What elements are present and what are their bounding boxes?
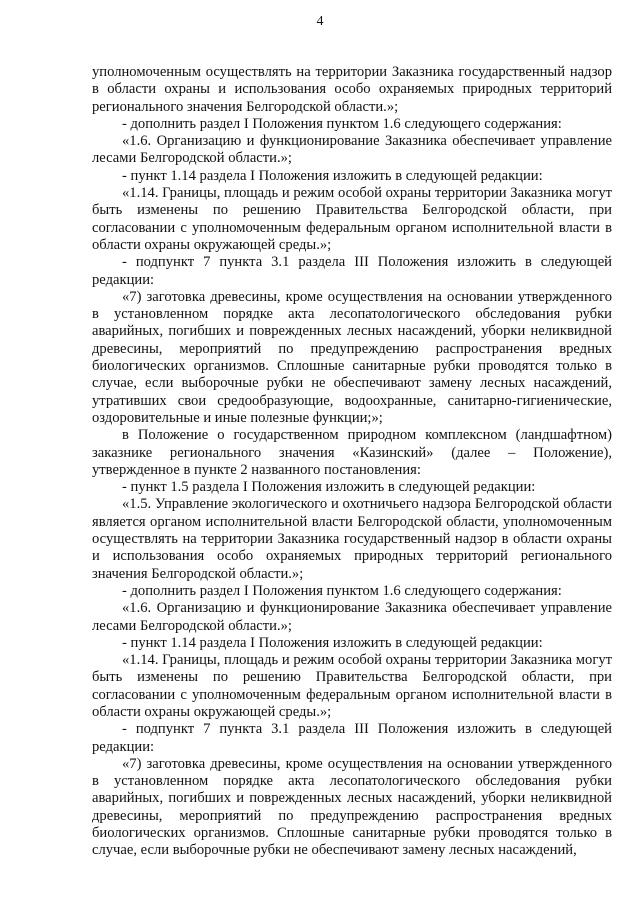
paragraph: - дополнить раздел I Положения пунктом 1.6 следующего содержания: — [122, 582, 562, 599]
paragraph: - подпункт 7 пункта 3.1 раздела III Положения изложить в следующей редакции: — [92, 254, 612, 288]
paragraph: - подпункт 7 пункта 3.1 раздела III Положения изложить в следующей редакции: — [92, 721, 612, 755]
paragraph: в Положение о государственном природном комплексном (ландшафтном) заказнике регионального значения «Казинский» (далее – Положение), утвержденное в пункте 2 названного постановления: — [92, 427, 612, 478]
page-number: 4 — [316, 14, 324, 29]
paragraph: «7) заготовка древесины, кроме осуществления на основании утвержденного в установленном порядке акта лесопатологического обследования рубки аварийных, погибших и поврежденных лесных насаждений, уборки неликвидной древесины, мероприятий по предупреждению распространения вредных биологических организмов. Сплошные санитарные рубки проводятся только в случае, если выборочные рубки не обеспечивают замену лесных насаждений, утративших свои средообразующие, водоохранные, санитарно-гигиенические, оздоровительные и иные полезные функции;»; — [92, 288, 612, 426]
paragraph: «1.6. Организацию и функционирование Заказника обеспечивает управление лесами Белгородской области.»; — [92, 600, 612, 634]
paragraph: - пункт 1.14 раздела I Положения изложить в следующей редакции: — [122, 167, 543, 184]
paragraph: «1.14. Границы, площадь и режим особой охраны территории Заказника могут быть изменены по решению Правительства Белгородской области, при согласовании с уполномоченным федеральным органом исполнительной власти в области охраны окружающей среды.»; — [92, 652, 612, 720]
paragraph: уполномоченным осуществлять на территории Заказника государственный надзор в области охраны и использования особо охраняемых природных территорий регионального значения Белгородской области.»; — [92, 64, 612, 115]
paragraph: «7) заготовка древесины, кроме осуществления на основании утвержденного в установленном порядке акта лесопатологического обследования рубки аварийных, погибших и поврежденных лесных насаждений, уборки неликвидной древесины, мероприятий по предупреждению распространения вредных биологических организмов. Сплошные санитарные рубки проводятся только в случае, если выборочные рубки не обеспечивают замену лесных насаждений, — [92, 755, 612, 859]
paragraph: «1.6. Организацию и функционирование Заказника обеспечивает управление лесами Белгородской области.»; — [92, 133, 612, 167]
paragraph: - пункт 1.14 раздела I Положения изложить в следующей редакции: — [122, 634, 543, 651]
paragraph: - пункт 1.5 раздела I Положения изложить в следующей редакции: — [122, 479, 536, 496]
paragraph: - дополнить раздел I Положения пунктом 1.6 следующего содержания: — [122, 115, 562, 132]
paragraph: «1.14. Границы, площадь и режим особой охраны территории Заказника могут быть изменены по решению Правительства Белгородской области, при согласовании с уполномоченным федеральным органом исполнительной власти в области охраны окружающей среды.»; — [92, 185, 612, 253]
paragraph: «1.5. Управление экологического и охотничьего надзора Белгородской области является органом исполнительной власти Белгородской области, уполномоченным осуществлять на территории Заказника государственный надзор в области охраны и использования особо охраняемых природных территорий регионального значения Белгородской области.»; — [92, 496, 612, 582]
document-body — [92, 64, 612, 860]
